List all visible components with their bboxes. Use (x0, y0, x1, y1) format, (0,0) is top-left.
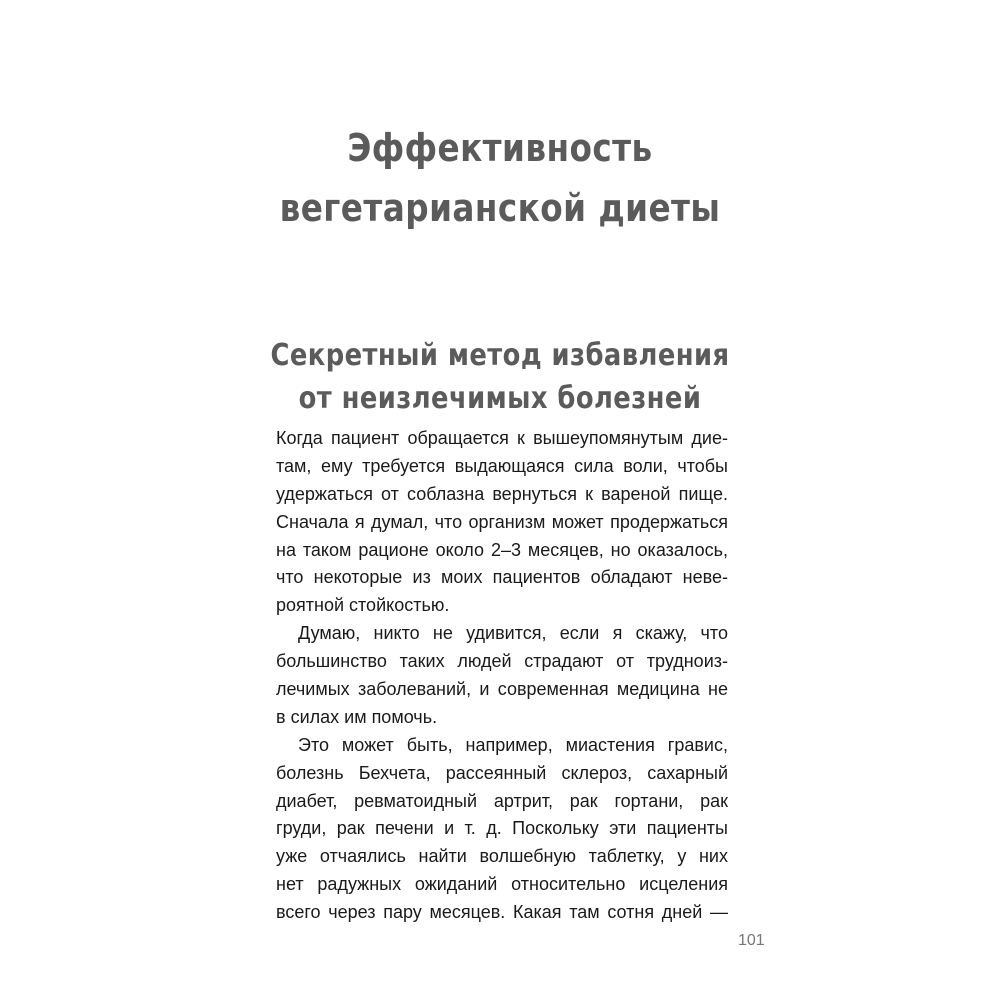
text-line: на таком рационе около 2–3 месяцев, но оказалось, (276, 539, 728, 560)
text-line: что некоторые из моих пациентов обладают неве- (276, 567, 728, 588)
section-title-line-1: Секретный метод избавления (270, 338, 730, 373)
text-line: в силах им помочь. (276, 706, 438, 727)
chapter-title-line-2: вегетарианской диеты (279, 186, 721, 230)
paragraph-1 (276, 425, 728, 620)
paragraph-3 (276, 732, 728, 927)
text-line: большинство таких людей страдают от трудноиз- (276, 651, 728, 672)
paragraph-2 (276, 620, 728, 732)
text-line: Это может быть, например, миастения гравис, (298, 734, 728, 755)
text-line: там, ему требуется выдающаяся сила воли, чтобы (276, 455, 728, 476)
text-line: диабет, ревматоидный артрит, рак гортани, рак (276, 790, 728, 811)
text-line: Когда пациент обращается к вышеупомянутым дие- (276, 428, 728, 448)
text-line: роятной стойкостью. (276, 595, 450, 616)
text-line: нет радужных ожиданий относительно исцеления (276, 874, 728, 895)
text-line: удержаться от соблазна вернуться к вареной пище. (276, 483, 728, 504)
text-line: болезнь Бехчета, рассеянный склероз, сахарный (276, 762, 728, 783)
text-line: Думаю, никто не удивится, если я скажу, что (298, 623, 728, 644)
text-line: всего через пару месяцев. Какая там сотня дней — (276, 902, 728, 923)
chapter-title (242, 118, 758, 238)
section-title-line-2: от неизлечимых болезней (298, 381, 702, 416)
text-line: лечимых заболеваний, и современная медицина не (276, 679, 728, 700)
chapter-title-line-1: Эффективность (347, 126, 653, 170)
text-line: груди, рак печени и т. д. Поскольку эти пациенты (276, 818, 728, 839)
section-title (242, 334, 758, 420)
text-line: Сначала я думал, что организм может продержаться (276, 511, 728, 532)
text-line: уже отчаялись найти волшебную таблетку, у них (276, 846, 728, 867)
body-text (276, 425, 728, 927)
page-number: 101 (738, 932, 765, 949)
